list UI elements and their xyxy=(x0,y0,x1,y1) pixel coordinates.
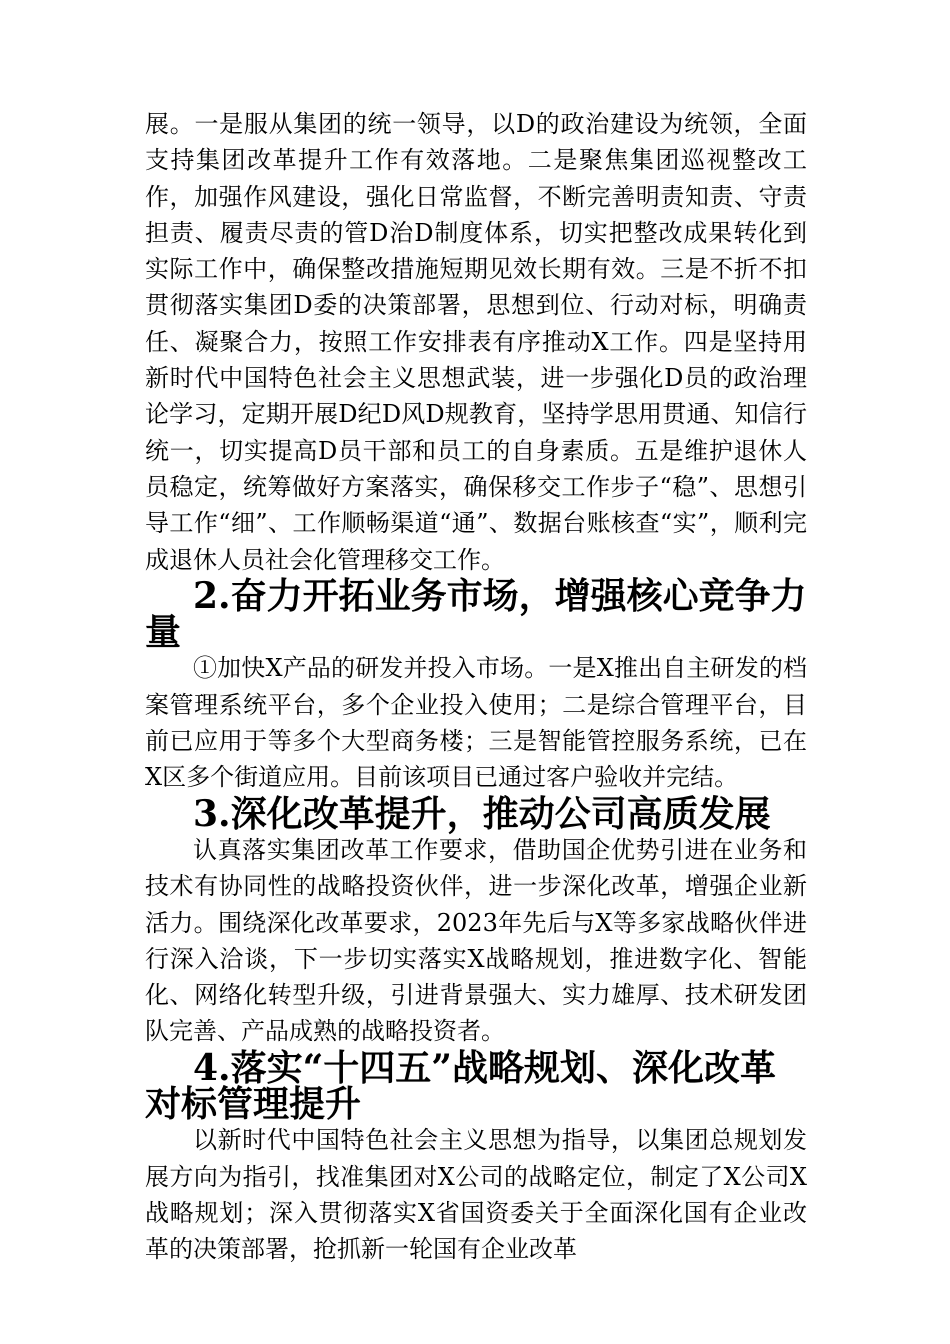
heading-business-market: 2.奋力开拓业务市场，增强核心竞争力量 xyxy=(145,574,807,654)
paragraph-strategic-planning: 以新时代中国特色社会主义思想为指导，以集团总规划发展方向为指引，找准集团对X公司的战略定位，制定了X公司X战略规划；深入贯彻落实X省国资委关于全面深化国有企业改革的决策部署，抢抓新一轮国有企业改革 xyxy=(145,1126,807,1264)
heading-14th-five-year-plan: 4.落实“十四五”战略规划、深化改革对标管理提升 xyxy=(145,1046,776,1126)
document-page xyxy=(145,106,807,1268)
heading-deepen-reform: 3.深化改革提升，推动公司高质发展 xyxy=(193,792,771,835)
paragraph-party-building: 展。一是服从集团的统一领导，以D的政治建设为统领，全面支持集团改革提升工作有效落地。二是聚焦集团巡视整改工作，加强作风建设，强化日常监督，不断完善明责知责、守责担责、履责尽责的管D治D制度体系，切实把整改成果转化到实际工作中，确保整改措施短期见效长期有效。三是不折不扣贯彻落实集团D委的决策部署，思想到位、行动对标，明确责任、凝聚合力，按照工作安排表有序推动X工作。四是坚持用新时代中国特色社会主义思想武装，进一步强化D员的政治理论学习，定期开展D纪D风D规教育，坚持学思用贯通、知信行统一，切实提高D员干部和员工的自身素质。五是维护退休人员稳定，统筹做好方案落实，确保移交工作步子“稳”、思想引导工作“细”、工作顺畅渠道“通”、数据台账核查“实”，顺利完成退休人员社会化管理移交工作。 xyxy=(145,110,807,574)
paragraph-product-development: ①加快X产品的研发并投入市场。一是X推出自主研发的档案管理系统平台，多个企业投入使用；二是综合管理平台，目前已应用于等多个大型商务楼；三是智能管控服务系统，已在X区多个街道应用。目前该项目已通过客户验收并完结。 xyxy=(145,654,807,792)
paragraph-reform-requirements: 认真落实集团改革工作要求，借助国企优势引进在业务和技术有协同性的战略投资伙伴，进一步深化改革，增强企业新活力。围绕深化改革要求，2023年先后与X等多家战略伙伴进行深入洽谈，下一步切实落实X战略规划，推进数字化、智能化、网络化转型升级，引进背景强大、实力雄厚、技术研发团队完善、产品成熟的战略投资者。 xyxy=(145,835,807,1046)
